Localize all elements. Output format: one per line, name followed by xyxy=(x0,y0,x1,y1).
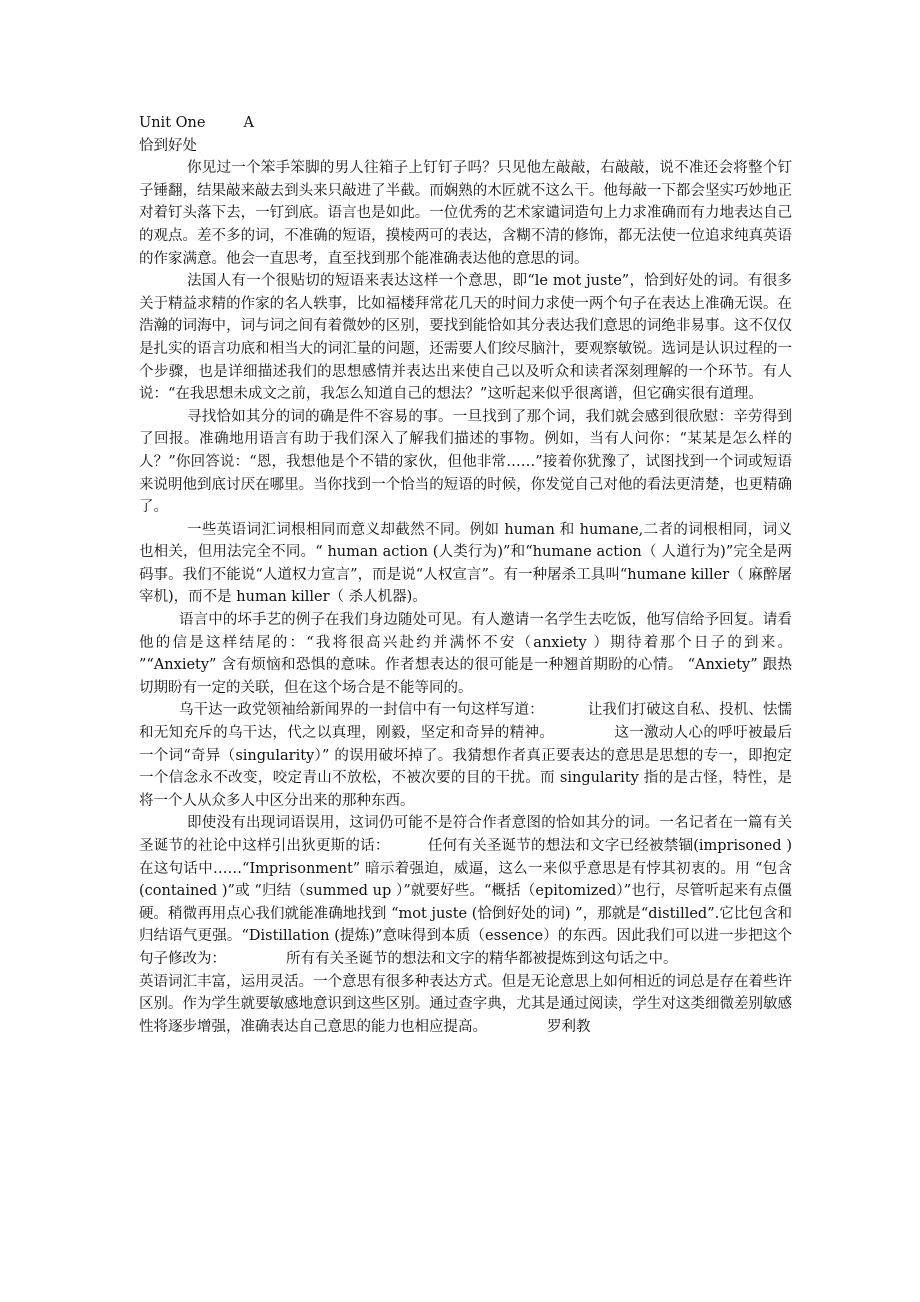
paragraph-8 xyxy=(139,971,792,1039)
unit-label: Unit One xyxy=(139,115,206,131)
paragraph-7 xyxy=(139,812,792,970)
paragraph-4: 一些英语词汇词根相同而意义却截然不同。例如 human 和 humane,二者的词根相同，词义也相关，但用法完全不同。“ human action (人类行为)”和“humane action（ 人道行为)”完全是两码事。我们不能说“人道权力宣言”，而是说“人权宣言”。有一种屠杀工具叫“humane killer（ 麻醉屠宰机)，而不是 human killer（ 杀人机器)。 xyxy=(139,521,792,606)
paragraph-8-body: 英语词汇丰富，运用灵活。一个意思有很多种表达方式。但是无论意思上如何相近的词总是存在着些许区别。作为学生就要敏感地意识到这些区别。通过查字典，尤其是通过阅读，学生对这类细微差别敏感性将逐步增强，准确表达自己意思的能力也相应提高。 xyxy=(139,973,792,1035)
document-page xyxy=(139,112,792,1038)
article-title: 恰到好处 xyxy=(139,137,197,154)
paragraph-7-revision: 所有有关圣诞节的想法和文字的精华都被提炼到这句话之中。 xyxy=(286,950,678,967)
paragraph-6-comment: 这一激动人心的呼吁被最后一个词“奇异（singularity）” 的误用破坏掉了。我猜想作者真正要表达的意思是思想的专一，即抱定一个信念永不改变，咬定青山不放松，不被次要的目的干扰。而 singularity 指的是古怪，特性，是将一个人从众多人中区分出来的那种东西。 xyxy=(139,725,793,809)
paragraph-7-body: 任何有关圣诞节的想法和文字已经被禁锢(imprisoned )在这句话中……“Imprisonment” 暗示着强迫，威逼，这么一来似乎意思是有悖其初衷的。用 “包含(contained )”或 “归结（summed up ）”就要好些。“概括（epitomized）”也行，尽管听起来有点僵硬。稍微再用点心我们就能准确地找到 “mot juste (恰倒好处的词) ”，那就是“distilled”.它比包含和归结语气更强。“Distillation (提炼)”意味得到本质（essence）的东西。因此我们可以进一步把这个句子修改为： xyxy=(139,838,792,967)
paragraph-7-intro: 即使没有出现词语误用，这词仍可能不是符合作者意图的恰如其分的词。一名记者在一篇有关圣诞节的社论中这样引出狄更斯的话： xyxy=(139,815,792,854)
paragraph-2: 法国人有一个很贴切的短语来表达这样一个意思，即“le mot juste”，恰到好处的词。有很多关于精益求精的作家的名人轶事，比如福楼拜常花几天的时间力求使一两个句子在表达上准确无误。在浩瀚的词海中，词与词之间有着微妙的区别，要找到能恰如其分表达我们意思的词绝非易事。这不仅仅是扎实的语言功底和相当大的词汇量的问题，还需要人们绞尽脑汁，要观察敏锐。选词是认识过程的一个步骤，也是详细描述我们的思想感情并表达出来使自己以及听众和读者深刻理解的一个环节。有人说：“在我思想未成文之前，我怎么知道自己的想法？”这听起来似乎很离谱，但它确实很有道理。 xyxy=(139,273,792,403)
section-label: A xyxy=(243,115,254,131)
paragraph-5: 语言中的坏手艺的例子在我们身边随处可见。有人邀请一名学生去吃饭，他写信给予回复。请看他的信是这样结尾的：“我将很高兴赴约并满怀不安（anxiety ）期待着那个日子的到来。 ”“Anxiety” 含有烦恼和恐惧的意味。作者想表达的很可能是一种翘首期盼的心情。 “Anxiety” 跟热切期盼有一定的关联，但在这个场合是不能等同的。 xyxy=(139,612,792,696)
paragraph-3: 寻找恰如其分的词的确是件不容易的事。一旦找到了那个词，我们就会感到很欣慰：辛劳得到了回报。准确地用语言有助于我们深入了解我们描述的事物。例如，当有人问你：“某某是怎么样的人？”你回答说：“恩，我想他是个不错的家伙，但他非常……”接着你犹豫了，试图找到一个词或短语来说明他到底讨厌在哪里。当你找到一个恰当的短语的时候，你发觉自己对他的看法更清楚，也更精确了。 xyxy=(139,408,792,516)
paragraph-8-signature: 罗利教 xyxy=(547,1018,591,1035)
paragraph-6-quote: 让我们打破这自私、投机、怯懦和无知充斥的乌干达，代之以真理，刚毅，坚定和奇异的精神。 xyxy=(139,702,793,742)
unit-heading xyxy=(139,112,792,135)
paragraph-1: 你见过一个笨手笨脚的男人往箱子上钉钉子吗？只见他左敲敲，右敲敲，说不准还会将整个钉子锤翻，结果敲来敲去到头来只敲进了半截。而娴熟的木匠就不这么干。他每敲一下都会坚实巧妙地正对着钉头落下去，一钉到底。语言也是如此。一位优秀的艺术家谴词造句上力求准确而有力地表达自己的观点。差不多的词，不准确的短语，摸棱两可的表达，含糊不清的修饰，都无法使一位追求纯真英语的作家满意。他会一直思考，直至找到那个能准确表达他的意思的词。 xyxy=(139,160,792,267)
paragraph-6-intro: 乌干达一政党领袖给新闻界的一封信中有一句这样写道： xyxy=(179,702,544,719)
paragraph-6 xyxy=(139,699,792,812)
